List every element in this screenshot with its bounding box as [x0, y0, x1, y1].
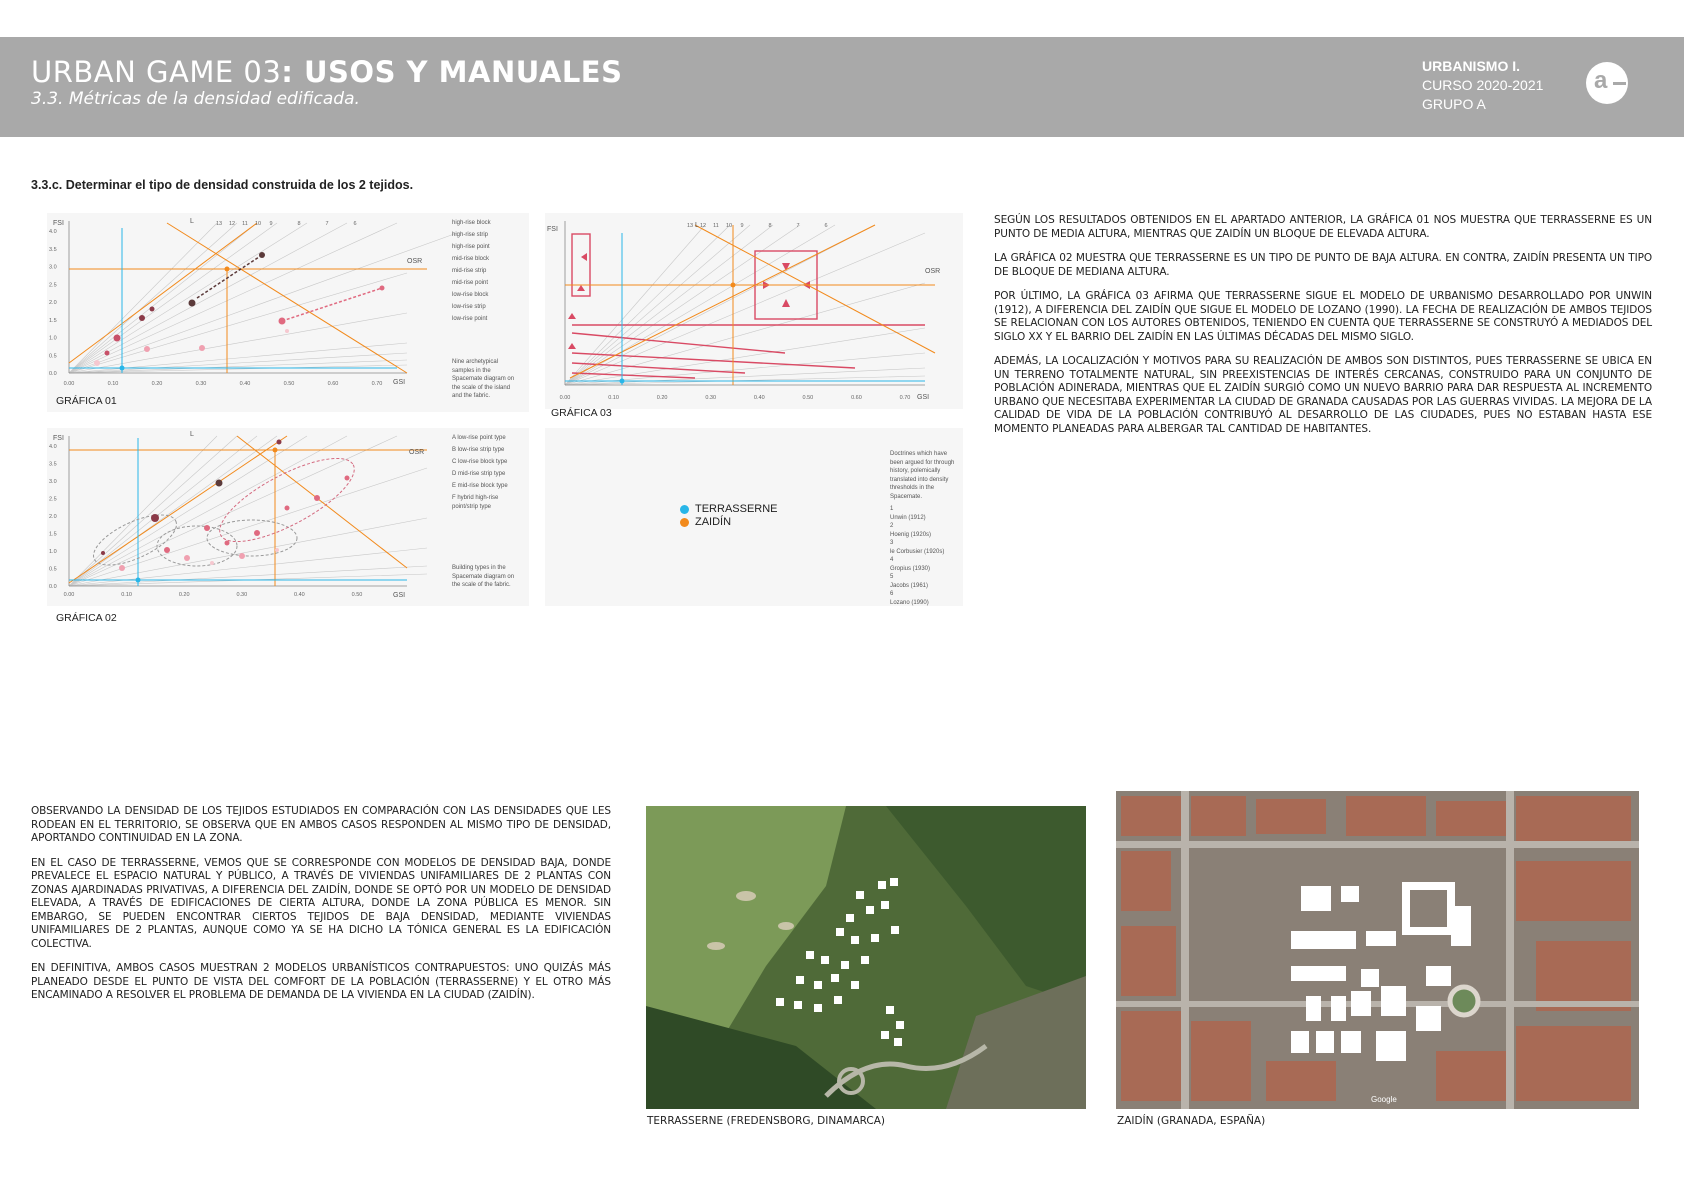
axis-gsi: GSI [393, 379, 406, 386]
x-tick-label: 0.60 [327, 381, 339, 387]
x-tick-label: 0.30 [195, 381, 207, 387]
type-clusters [87, 443, 365, 576]
x-tick-label: 0.10 [121, 592, 132, 598]
page-title: URBAN GAME 03: USOS Y MANUALES [31, 55, 623, 89]
axis-l: L [695, 222, 699, 229]
axis-fsi: FSI [53, 435, 64, 442]
legend-entry: C low-rise block type [452, 459, 508, 465]
google-watermark: Google [1371, 1095, 1397, 1104]
zaidin-aerial-photo [1116, 791, 1639, 1109]
doctrine-entry: Hoenig (1920s) [890, 531, 932, 538]
y-tick-label: 4.0 [49, 229, 57, 235]
l-tick-label: 6 [824, 223, 828, 229]
x-tick-label: 0.20 [178, 592, 190, 598]
logo-letter: a [1594, 67, 1608, 94]
axis-osr: OSR [925, 268, 941, 275]
x-tick-label: 0.30 [705, 395, 717, 401]
legend-entry: F hybrid high-rise point/strip type [452, 495, 499, 510]
doctrine-entry: 4 [890, 557, 894, 563]
x-tick-label: 0.60 [851, 395, 862, 401]
legend-entry: low-rise block [452, 292, 489, 298]
header-banner [0, 37, 1684, 137]
course-info [1422, 57, 1543, 114]
g2-caption: GRÁFICA 02 [56, 612, 117, 624]
doctrine-entry: Gropius (1930) [890, 565, 931, 572]
y-tick-label: 1.0 [49, 549, 57, 555]
y-tick-label: 3.5 [49, 246, 57, 253]
l-tick-label: 7 [325, 221, 329, 227]
conclusion-text [31, 805, 611, 1014]
x-ticks [560, 395, 911, 401]
y-tick-label: 4.0 [49, 444, 57, 450]
y-tick-label: 0.5 [49, 353, 57, 360]
chart-panel-g2 [47, 428, 529, 606]
x-tick-label: 0.50 [351, 592, 363, 598]
legend-entry: mid-rise block [452, 256, 490, 262]
l-tick-label: 11 [713, 223, 719, 229]
l-tick-label: 12 [228, 221, 236, 227]
x-tick-label: 0.30 [236, 592, 248, 598]
doctrine-entry: Jacobs (1961) [890, 582, 929, 589]
g1-note: Nine archetypical samples in the Spacemate diagram on the scale of the island and the fabric. [452, 359, 515, 399]
l-tick-label: 10 [254, 221, 262, 227]
sites-key [680, 503, 778, 529]
analysis-text [994, 214, 1652, 447]
doctrine-entry: 1 [890, 506, 894, 512]
l-tick-label: 8 [768, 223, 772, 229]
x-tick-label: 0.20 [151, 381, 163, 387]
g2-note: Building types in the Spacemate diagram on the scale of the fabric. [452, 565, 515, 588]
key-zaidin: ZAIDÍN [680, 516, 778, 529]
zaidin-dot [680, 518, 689, 527]
x-tick-label: 0.40 [239, 381, 251, 387]
section-heading: 3.3.c. Determinar el tipo de densidad construida de los 2 tejidos. [31, 178, 414, 192]
doctrine-entry: le Corbusier (1920s) [890, 548, 945, 555]
y-tick-label: 0.0 [49, 584, 57, 590]
analysis-paragraph-2: LA GRÁFICA 02 MUESTRA QUE TERRASSERNE ES UN TIPO DE PUNTO DE BAJA ALTURA. EN CONTRA, ZAIDÍN PRESENTA UN TIPO DE BLOQUE DE MEDIANA ALTURA. [994, 252, 1652, 278]
y-tick-label: 2.0 [49, 300, 57, 306]
legend-entry: E mid-rise block type [452, 483, 508, 489]
l-tick-label: 11 [242, 221, 248, 227]
chart-panel-g3 [545, 213, 963, 409]
terrasserne-aerial-photo [646, 806, 1086, 1109]
doctrine-entry: 6 [890, 591, 894, 597]
y-tick-label: 0.0 [49, 371, 57, 377]
g3-note: Doctrines which have been argued for through history, polemically translated into density thresholds in the Spacemate. [890, 451, 955, 500]
legend-entry: high-rise strip [452, 232, 489, 238]
y-ticks [49, 444, 57, 590]
zaidin-caption: ZAIDÍN (GRANADA, ESPAÑA) [1117, 1115, 1266, 1127]
chart-panel-g1 [47, 213, 529, 412]
g2-legend [452, 434, 524, 515]
y-tick-label: 1.5 [49, 317, 57, 324]
g3-caption: GRÁFICA 03 [551, 407, 612, 419]
x-tick-label: 0.10 [608, 395, 619, 401]
axis-fsi: FSI [547, 226, 558, 233]
conclusion-paragraph-1: OBSERVANDO LA DENSIDAD DE LOS TEJIDOS ESTUDIADOS EN COMPARACIÓN CON LAS DENSIDADES QUE LES RODEAN EN EL TERRITORIO, SE OBSERVA QUE EN AMBOS CASOS RESPONDEN AL MISMO TIPO DE DENSIDAD, APORTANDO CONTINUIDAD EN LA ZONA. [31, 805, 611, 844]
legend-entry: D mid-rise strip type [452, 471, 506, 477]
legend-entry: high-rise point [452, 244, 490, 250]
page-subtitle: 3.3. Métricas de la densidad edificada. [31, 89, 360, 109]
y-tick-label: 2.0 [49, 514, 57, 520]
course-name: URBANISMO I. [1422, 58, 1520, 74]
legend-entry: A low-rise point type [452, 435, 506, 441]
x-tick-label: 0.00 [63, 592, 75, 598]
y-tick-label: 0.5 [49, 566, 57, 573]
x-tick-label: 0.70 [899, 395, 911, 401]
x-tick-label: 0.00 [63, 381, 75, 387]
analysis-paragraph-1: SEGÚN LOS RESULTADOS OBTENIDOS EN EL APARTADO ANTERIOR, LA GRÁFICA 01 NOS MUESTRA QUE TERRASSERNE ES UN PUNTO DE MEDIA ALTURA, MIENTRAS QUE ZAIDÍN UN BLOQUE DE ELEVADA ALTURA. [994, 214, 1652, 240]
l-tick-label: 6 [353, 221, 357, 227]
x-ticks [64, 592, 363, 598]
y-ticks [49, 229, 57, 377]
y-tick-label: 3.0 [49, 264, 57, 271]
course-group: GRUPO A [1422, 96, 1486, 112]
x-ticks [64, 381, 383, 387]
x-tick-label: 0.00 [559, 395, 571, 401]
legend-entry: B low-rise strip type [452, 447, 505, 453]
axis-fsi: FSI [53, 220, 64, 227]
l-tick-label: 9 [269, 221, 273, 227]
conclusion-paragraph-3: EN DEFINITIVA, AMBOS CASOS MUESTRAN 2 MODELOS URBANÍSTICOS CONTRAPUESTOS: UNO QUIZÁS MÁS PLANEADO DESDE EL PUNTO DE VISTA DEL COMFORT DE LA POBLACIÓN (TERRASSERNE) Y EL OTRO MÁS ENCAMINADO A RESOLVER EL PROBLEMA DE DEMANDA DE LA VIVIENDA EN LA CIUDAD (ZAIDÍN). [31, 962, 611, 1001]
legend-entry: mid-rise point [452, 280, 489, 286]
terrasserne-caption: TERRASSERNE (FREDENSBORG, DINAMARCA) [647, 1115, 886, 1127]
axis-gsi: GSI [393, 592, 406, 599]
doctrine-entry: 5 [890, 574, 894, 580]
g1-legend [452, 219, 491, 327]
analysis-paragraph-3: POR ÚLTIMO, LA GRÁFICA 03 AFIRMA QUE TERRASSERNE SIGUE EL MODELO DE URBANISMO DESARROLLADO POR UNWIN (1912), A DIFERENCIA DEL ZAIDÍN QUE SIGUE EL MODELO DE LOZANO (1990). LA FECHA DE REALIZACIÓN DE AMBOS TEJIDOS SE RELACIONAN CON LOS AUTORES OBTENIDOS, TENIENDO EN CUENTA QUE TERRASSERNE SE CONSTRUYÓ A MEDIADOS DEL SIGLO XX Y EL BARRIO DEL ZAIDÍN EN LAS ÚLTIMAS DÉCADAS DEL MISMO SIGLO. [994, 290, 1652, 343]
axis-gsi: GSI [917, 394, 930, 401]
l-tick-label: 13 [686, 223, 694, 229]
doctrine-entry: 2 [890, 523, 894, 529]
l-tick-label: 9 [740, 223, 744, 229]
l-ticks [216, 221, 357, 227]
l-tick-label: 13 [215, 221, 223, 227]
g1-caption: GRÁFICA 01 [56, 395, 117, 407]
conclusion-paragraph-2: EN EL CASO DE TERRASSERNE, VEMOS QUE SE CORRESPONDE CON MODELOS DE DENSIDAD BAJA, DONDE PREVALECE EL ESPACIO NATURAL Y PÚBLICO, A TRAVÉS DE VIVIENDAS UNIFAMILIARES DE 2 PLANTAS CON ZONAS AJARDINADAS PRIVATIVAS, A DIFERENCIA DEL ZAIDÍN, DONDE SE OPTÓ POR UN MODELO DE DENSIDAD ELEVADA, A TRAVÉS DE EDIFICACIONES DE CIERTA ALTURA, DONDE LA ZONA PÚBLICA ES MENOR. SIN EMBARGO, SE PUEDEN ENCONTRAR CIERTOS TEJIDOS DE BAJA DENSIDAD, MEDIANTE VIVIENDAS UNIFAMILIARES DE 2 PLANTAS, AUNQUE COMO YA SE HA DICHO LA TÓNICA GENERAL ES LA EDIFICACIÓN COLECTIVA. [31, 856, 611, 950]
l-ticks [687, 223, 828, 229]
logo-icon [1586, 62, 1628, 104]
y-tick-label: 2.5 [49, 496, 57, 503]
y-tick-label: 1.0 [49, 335, 57, 342]
x-tick-label: 0.40 [294, 592, 305, 598]
l-tick-label: 12 [699, 223, 707, 229]
axis-osr: OSR [407, 258, 423, 265]
legend-entry: low-rise strip [452, 304, 486, 310]
axis-osr: OSR [409, 449, 425, 456]
terrasserne-dot [680, 505, 689, 514]
l-tick-label: 8 [297, 221, 301, 227]
g3-doctrine-list [890, 505, 960, 607]
x-tick-label: 0.40 [753, 395, 765, 401]
axis-l: L [190, 431, 194, 438]
y-tick-label: 3.5 [49, 461, 57, 468]
y-tick-label: 1.5 [49, 531, 57, 538]
spacemate-chart-g3 [545, 213, 963, 409]
l-tick-label: 7 [796, 223, 800, 229]
legend-entry: mid-rise strip [452, 268, 487, 274]
y-tick-label: 2.5 [49, 282, 57, 289]
doctrine-entry: Unwin (1912) [890, 514, 926, 521]
doctrine-entry: Lozano (1990) [890, 599, 929, 606]
x-tick-label: 0.50 [283, 381, 295, 387]
key-terrasserne: TERRASSERNE [680, 503, 778, 516]
analysis-paragraph-4: ADEMÁS, LA LOCALIZACIÓN Y MOTIVOS PARA SU REALIZACIÓN DE AMBOS SON DISTINTOS, PUES TERRASSERNE SE UBICA EN UN TERRENO TOTALMENTE NATURAL, SIN PREEXISTENCIAS DE INTERÉS CERCANAS, CONSTRUIDO PARA UN CONJUNTO DE POBLACIÓN ADINERADA, MIENTRAS QUE EL ZAIDÍN SURGIÓ COMO UN NUEVO BARRIO PARA DAR RESPUESTA AL INCREMENTO URBANO QUE NECESITABA EXPERIMENTAR LA CIUDAD DE GRANADA CAUSADAS POR LAS GUERRAS VIVIDAS. LA MEJORA DE LA CALIDAD DE VIDA DE LA POBLACIÓN CONTRIBUYÓ AL DESARROLLO DE LAS CIUDADES, PUES NO ESTABAN HASTA ESE MOMENTO PLANEADAS PARA ALBERGAR TAL CANTIDAD DE HABITANTES. [994, 355, 1652, 435]
course-year: CURSO 2020-2021 [1422, 77, 1544, 93]
l-tick-label: 10 [725, 223, 733, 229]
x-tick-label: 0.10 [107, 381, 119, 387]
doctrine-entry: 3 [890, 540, 894, 546]
legend-entry: low-rise point [452, 316, 488, 322]
legend-entry: high-rise block [452, 220, 491, 226]
x-tick-label: 0.50 [802, 395, 814, 401]
x-tick-label: 0.20 [656, 395, 668, 401]
x-tick-label: 0.70 [371, 381, 383, 387]
y-tick-label: 3.0 [49, 479, 57, 485]
axis-l: L [190, 218, 194, 225]
